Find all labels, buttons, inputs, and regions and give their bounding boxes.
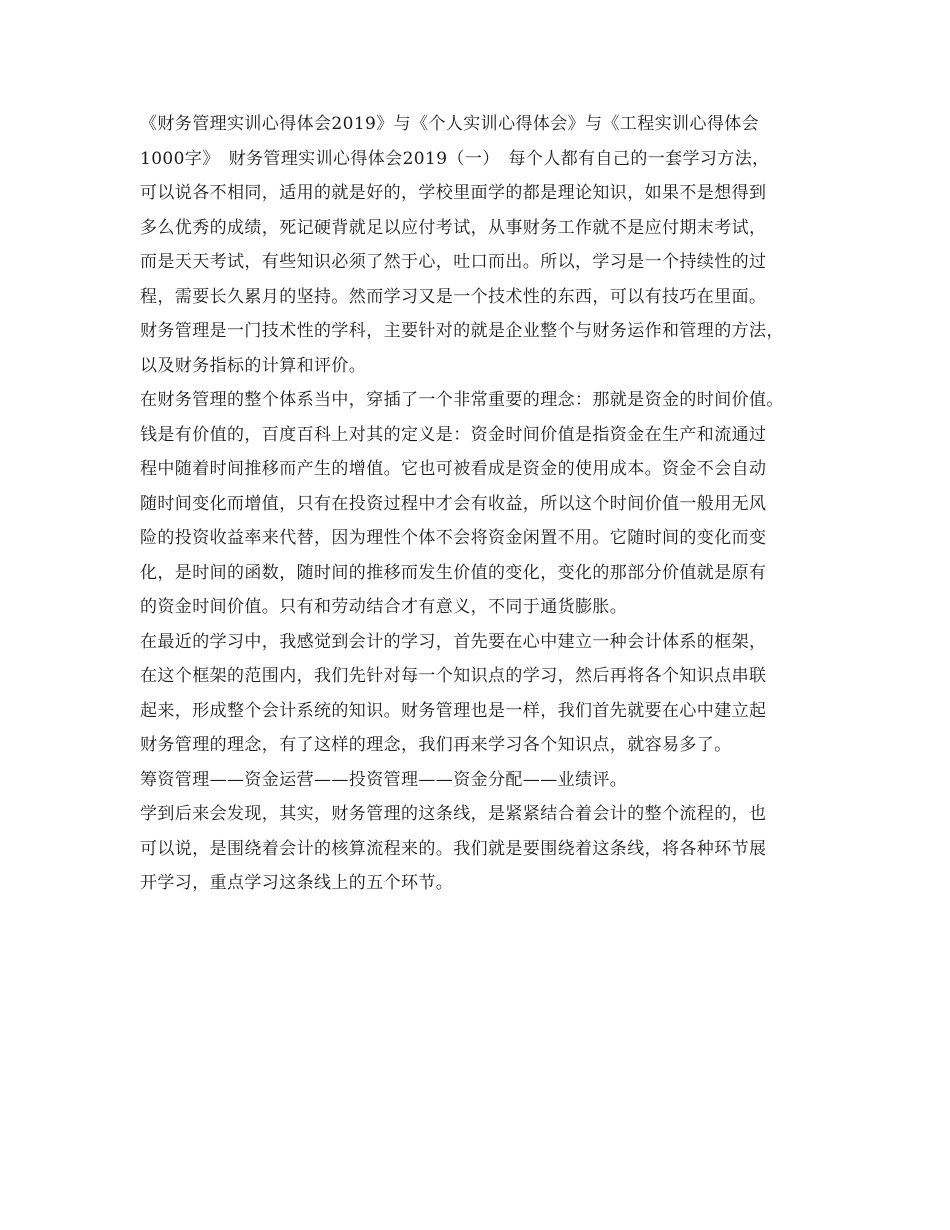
text-line-16: 在最近的学习中，我感觉到会计的学习，首先要在心中建立一种会计体系的框架，	[140, 631, 767, 652]
text-line-8: 以及财务指标的计算和评价。	[140, 355, 367, 376]
text-line-17: 在这个框架的范围内，我们先针对每一个知识点的学习，然后再将各个知识点串联	[140, 666, 767, 686]
text-line-19: 财务管理的理念，有了这样的理念，我们再来学习各个知识点，就容易多了。	[140, 735, 732, 755]
text-line-4: 多么优秀的成绩，死记硬背就足以应付考试，从事财务工作就不是应付期末考试，	[140, 217, 767, 238]
text-line-18: 起来，形成整个会计系统的知识。财务管理也是一样，我们首先就要在心中建立起	[140, 700, 767, 721]
text-line-12: 随时间变化而增值，只有在投资过程中才会有收益，所以这个时间价值一般用无风	[140, 493, 767, 514]
text-line-1: 《财务管理实训心得体会2019》与《个人实训心得体会》与《工程实训心得体会	[140, 114, 760, 134]
text-line-9: 在财务管理的整个体系当中，穿插了一个非常重要的理念：那就是资金的时间价值。	[140, 390, 784, 410]
text-line-20: 筹资管理——资金运营——投资管理——资金分配——业绩评。	[140, 769, 628, 790]
text-line-14: 化，是时间的函数，随时间的推移而发生价值的变化，变化的那部分价值就是原有	[140, 562, 767, 583]
text-line-6: 程，需要长久累月的坚持。然而学习又是一个技术性的东西，可以有技巧在里面。	[140, 286, 767, 307]
text-line-2: 1000字》 财务管理实训心得体会2019（一） 每个人都有自己的一套学习方法，	[140, 148, 770, 169]
text-line-13: 险的投资收益率来代替，因为理性个体不会将资金闲置不用。它随时间的变化而变	[140, 528, 767, 548]
text-line-22: 可以说，是围绕着会计的核算流程来的。我们就是要围绕着这条线，将各种环节展	[140, 838, 767, 859]
text-line-21: 学到后来会发现，其实，财务管理的这条线，是紧紧结合着会计的整个流程的，也	[140, 804, 767, 824]
document-body	[140, 107, 830, 901]
text-line-5: 而是天天考试，有些知识必须了然于心，吐口而出。所以，学习是一个持续性的过	[140, 252, 767, 272]
text-line-23: 开学习，重点学习这条线上的五个环节。	[140, 873, 454, 893]
text-line-11: 程中随着时间推移而产生的增值。它也可被看成是资金的使用成本。资金不会自动	[140, 459, 767, 479]
text-line-15: 的资金时间价值。只有和劳动结合才有意义，不同于通货膨胀。	[140, 597, 628, 617]
text-line-3: 可以说各不相同，适用的就是好的，学校里面学的都是理论知识，如果不是想得到	[140, 183, 767, 203]
text-line-10: 钱是有价值的，百度百科上对其的定义是：资金时间价值是指资金在生产和流通过	[140, 424, 767, 445]
text-line-7: 财务管理是一门技术性的学科，主要针对的就是企业整个与财务运作和管理的方法，	[140, 321, 784, 341]
